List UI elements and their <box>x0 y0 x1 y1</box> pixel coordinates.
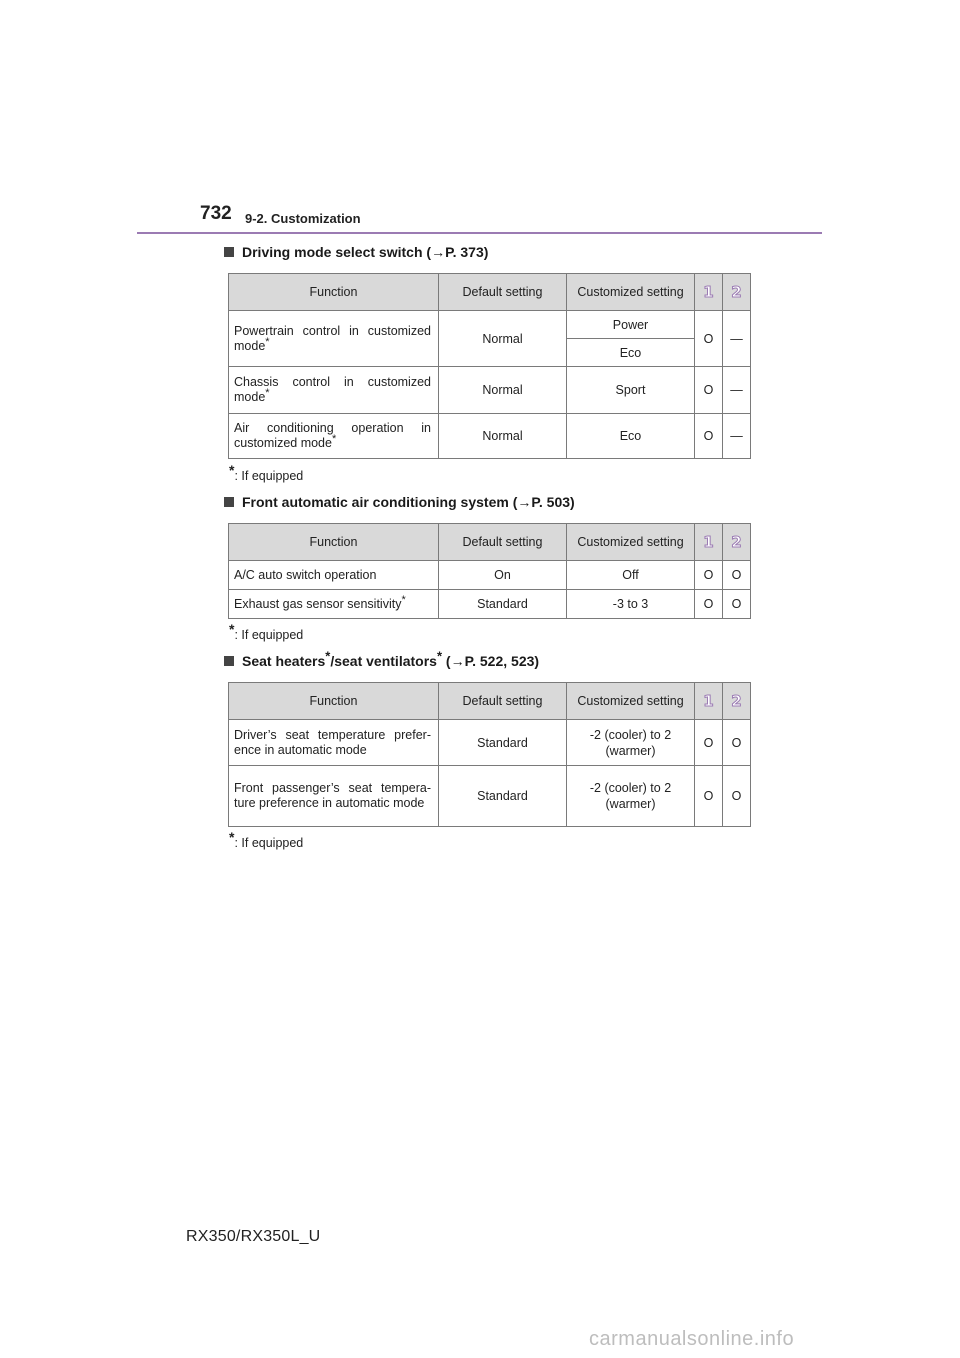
outlined-number-2-icon: 2 <box>731 283 742 301</box>
outlined-number-1-icon: 1 <box>703 692 714 710</box>
arrow-right-icon: → <box>450 653 465 669</box>
cell-col1: O <box>695 766 723 827</box>
heading-driving-mode: Driving mode select switch (→P. 373) <box>224 244 488 260</box>
cell-function: Powertrain control in customized mode* <box>229 311 439 367</box>
watermark: carmanualsonline.info <box>589 1328 795 1350</box>
column-header-1 <box>695 274 723 311</box>
column-header-2 <box>723 274 751 311</box>
table-row <box>229 561 751 590</box>
column-header-function: Function <box>229 524 439 561</box>
heading-front-ac: Front automatic air conditioning system (→P. 503) <box>224 494 575 510</box>
cell-col2: O <box>723 766 751 827</box>
outlined-number-2-icon: 2 <box>731 533 742 551</box>
header-rule <box>137 232 822 234</box>
cell-custom: -2 (cooler) to 2 (warmer) <box>567 766 695 827</box>
table-header-row <box>229 683 751 720</box>
column-header-customized: Customized setting <box>567 683 695 720</box>
cell-function: Air conditioning operation in customized mode* <box>229 414 439 459</box>
cell-default: Standard <box>439 590 567 619</box>
arrow-right-icon: → <box>431 244 446 260</box>
outlined-number-1-icon: 1 <box>703 533 714 551</box>
cell-col2: — <box>723 367 751 414</box>
cell-col2: O <box>723 561 751 590</box>
outlined-number-1-icon: 1 <box>703 283 714 301</box>
table-header-row <box>229 274 751 311</box>
heading-seat-heaters: Seat heaters*/seat ventilators* (→P. 522, 523) <box>224 653 539 669</box>
table-row <box>229 720 751 766</box>
table-seat-heaters <box>228 682 751 827</box>
table-front-ac <box>228 523 751 619</box>
cell-function: Exhaust gas sensor sensitivity* <box>229 590 439 619</box>
cell-col1: O <box>695 590 723 619</box>
cell-function: Chassis control in customized mode* <box>229 367 439 414</box>
cell-default: Normal <box>439 367 567 414</box>
column-header-default: Default setting <box>439 274 567 311</box>
cell-col1: O <box>695 561 723 590</box>
cell-custom: Eco <box>567 414 695 459</box>
cell-col2: O <box>723 590 751 619</box>
column-header-function: Function <box>229 683 439 720</box>
cell-col1: O <box>695 414 723 459</box>
cell-custom: Sport <box>567 367 695 414</box>
square-bullet-icon <box>224 656 234 666</box>
cell-custom: Power <box>567 311 695 339</box>
cell-default: Normal <box>439 311 567 367</box>
cell-custom: -2 (cooler) to 2 (warmer) <box>567 720 695 766</box>
table-row <box>229 414 751 459</box>
cell-col2: — <box>723 414 751 459</box>
footnote: *: If equipped <box>229 620 304 642</box>
column-header-1 <box>695 683 723 720</box>
cell-col2: O <box>723 720 751 766</box>
table-row <box>229 311 751 339</box>
column-header-customized: Customized setting <box>567 524 695 561</box>
column-header-function: Function <box>229 274 439 311</box>
cell-function: Front passenger’s seat tempera-ture preference in automatic mode <box>229 766 439 827</box>
cell-col1: O <box>695 367 723 414</box>
column-header-1 <box>695 524 723 561</box>
table-row <box>229 766 751 827</box>
table-row <box>229 590 751 619</box>
column-header-2 <box>723 683 751 720</box>
cell-default: Standard <box>439 766 567 827</box>
model-code: RX350/RX350L_U <box>186 1228 321 1245</box>
arrow-right-icon: → <box>517 494 532 510</box>
cell-function: Driver’s seat temperature prefer-ence in automatic mode <box>229 720 439 766</box>
footnote: *: If equipped <box>229 828 304 850</box>
column-header-default: Default setting <box>439 683 567 720</box>
column-header-customized: Customized setting <box>567 274 695 311</box>
table-row <box>229 367 751 414</box>
page-number: 732 <box>200 203 232 224</box>
outlined-number-2-icon: 2 <box>731 692 742 710</box>
section-label: 9-2. Customization <box>245 211 361 226</box>
cell-function: A/C auto switch operation <box>229 561 439 590</box>
cell-col2: — <box>723 311 751 367</box>
square-bullet-icon <box>224 247 234 257</box>
table-header-row <box>229 524 751 561</box>
cell-col1: O <box>695 720 723 766</box>
column-header-2 <box>723 524 751 561</box>
square-bullet-icon <box>224 497 234 507</box>
table-driving-mode <box>228 273 751 459</box>
cell-default: Normal <box>439 414 567 459</box>
column-header-default: Default setting <box>439 524 567 561</box>
cell-col1: O <box>695 311 723 367</box>
cell-custom: Eco <box>567 339 695 367</box>
cell-custom: Off <box>567 561 695 590</box>
cell-default: Standard <box>439 720 567 766</box>
footnote: *: If equipped <box>229 461 304 483</box>
cell-custom: -3 to 3 <box>567 590 695 619</box>
cell-default: On <box>439 561 567 590</box>
